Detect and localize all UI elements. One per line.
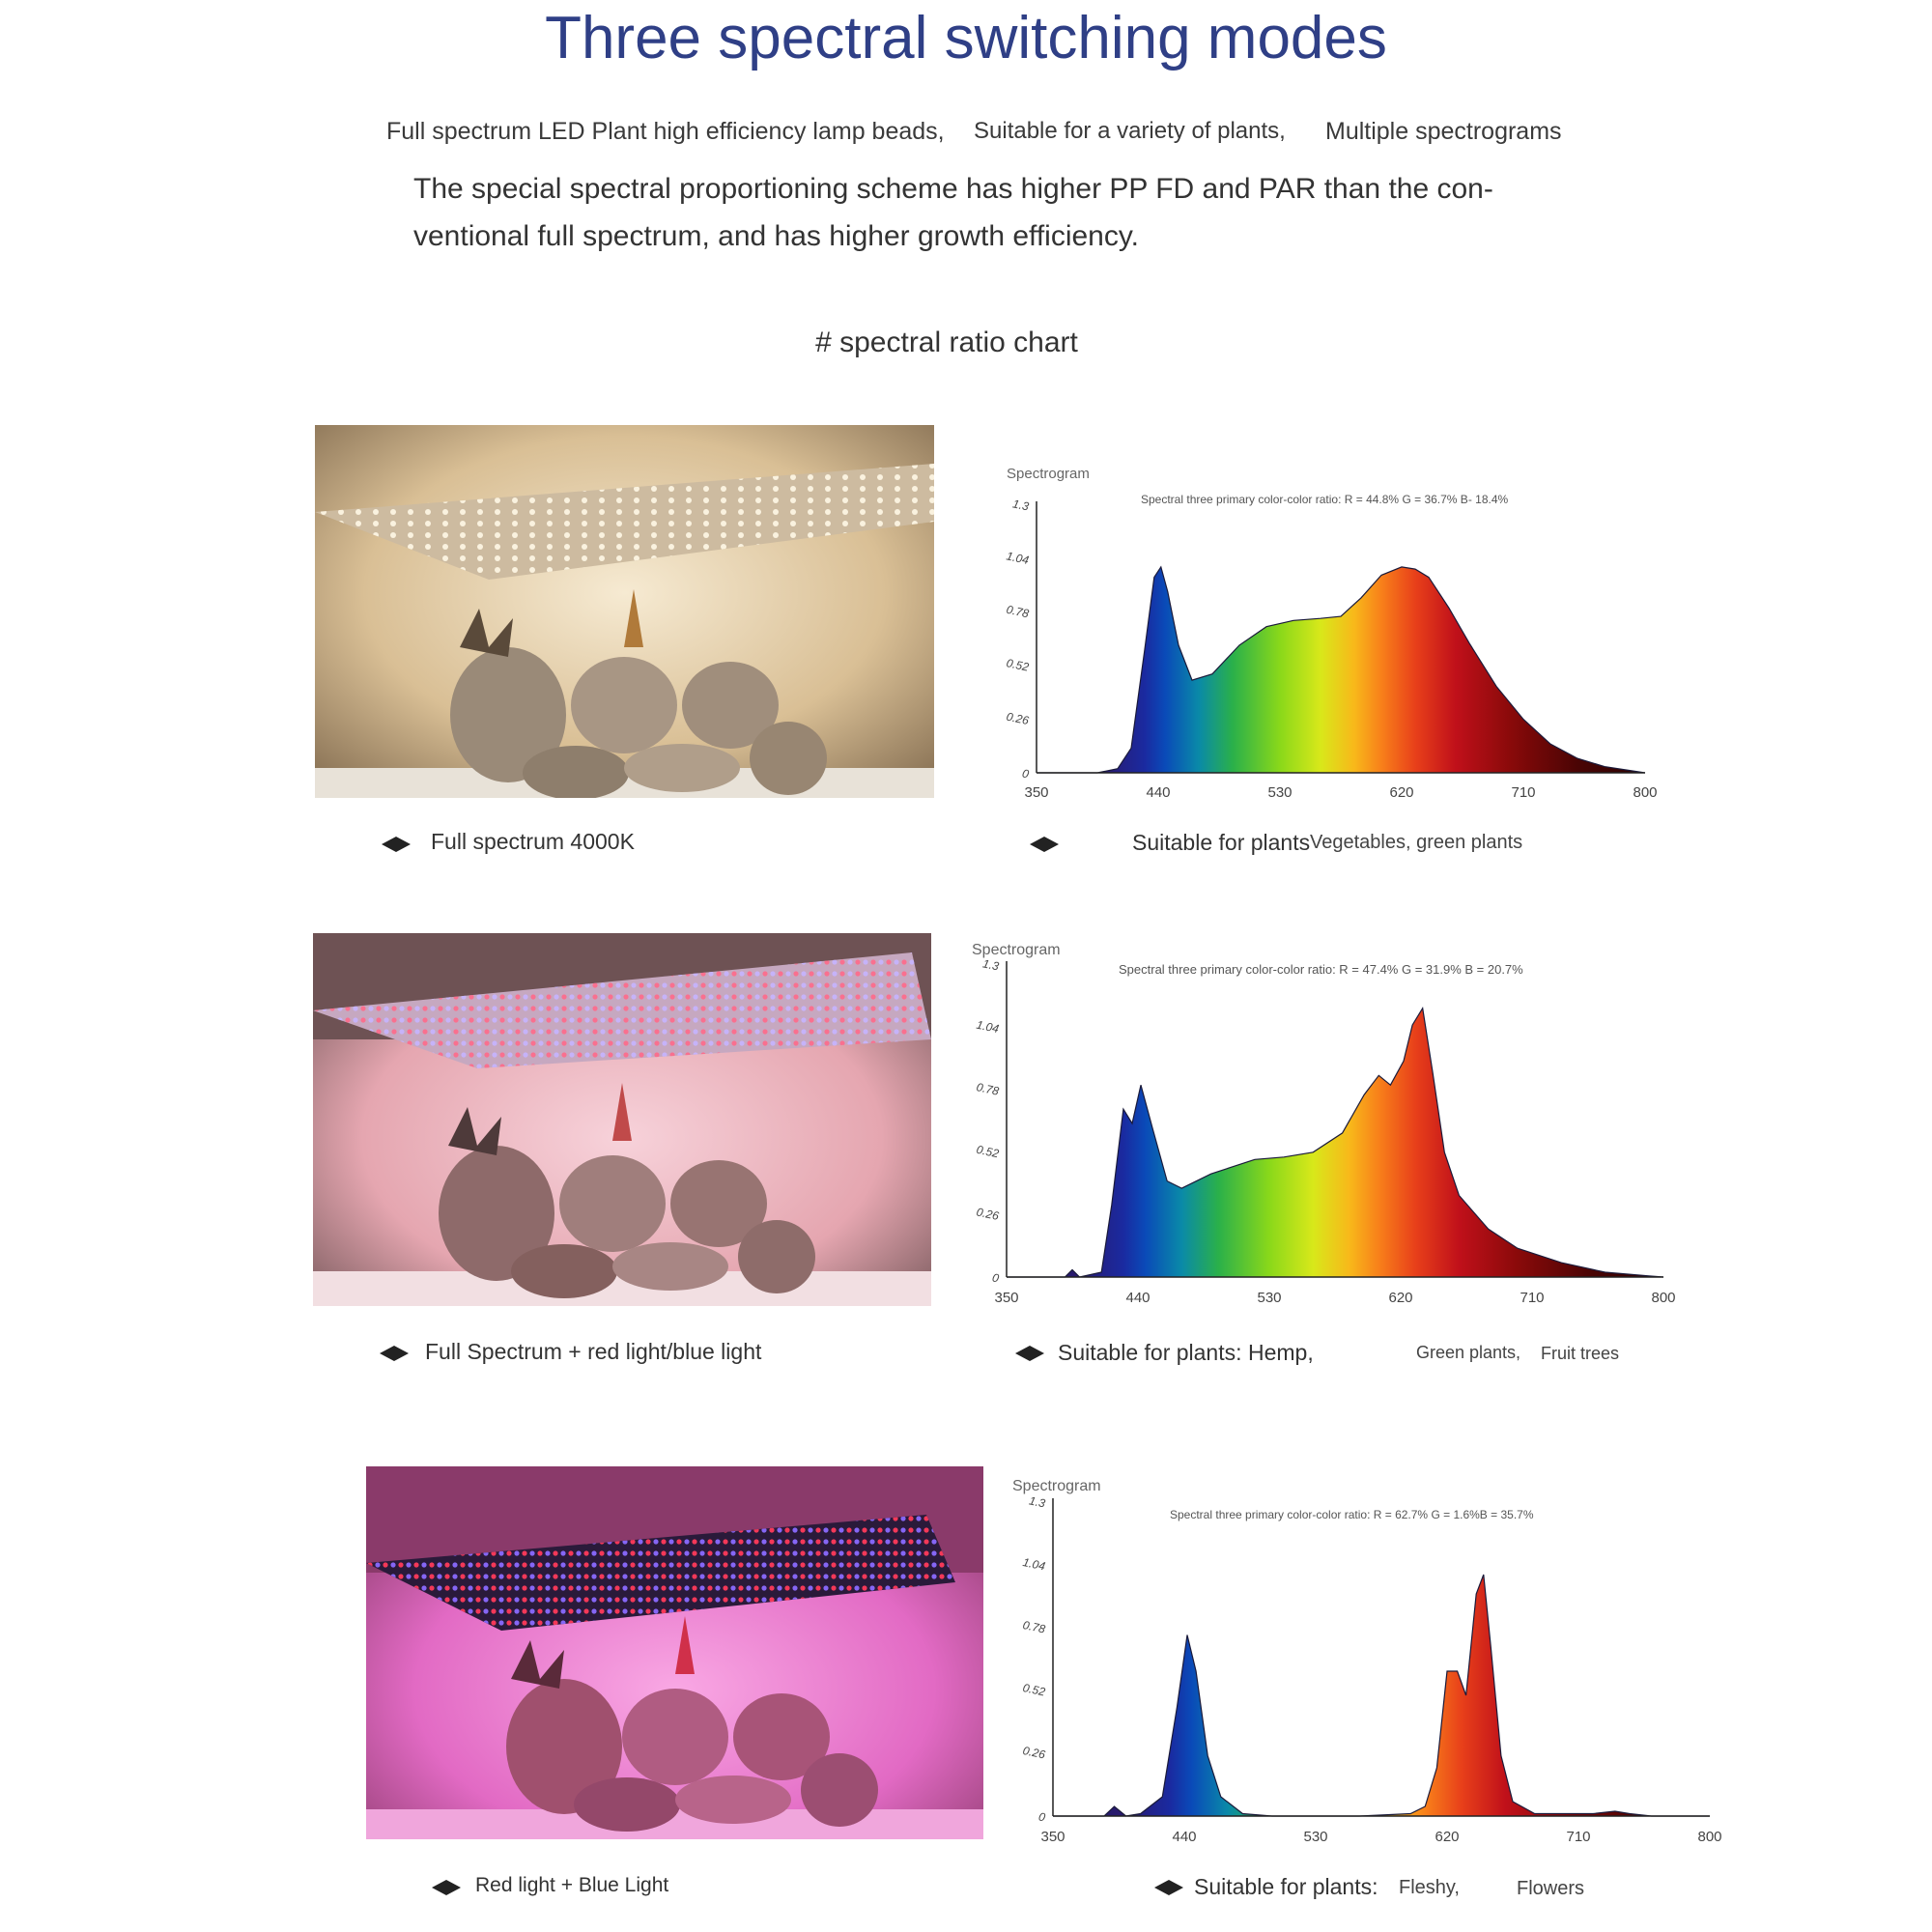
suitable-plants-label: Suitable for plants <box>1132 830 1311 855</box>
y-tick-label: 0.26 <box>975 1205 1001 1223</box>
y-tick-label: 0.26 <box>1021 1743 1047 1762</box>
suitable-plant-flowers: Flowers <box>1517 1878 1585 1899</box>
diamond-bullet-icon <box>432 1880 461 1895</box>
spectrogram-label: Spectrogram <box>972 942 1061 958</box>
y-tick-label: 0 <box>1037 1809 1047 1825</box>
grow-light-photo-red-blue-full <box>313 933 931 1306</box>
y-tick-label: 1.3 <box>981 956 1001 974</box>
x-tick-label: 440 <box>1172 1829 1197 1845</box>
x-tick-label: 710 <box>1566 1829 1591 1845</box>
x-tick-label: 710 <box>1511 784 1536 801</box>
diamond-bullet-icon <box>382 837 411 852</box>
suitable-plant-hemp: Hemp, <box>1248 1340 1314 1365</box>
mode-caption-full-spectrum: Full spectrum 4000K <box>431 829 635 854</box>
x-tick-label: 440 <box>1125 1290 1151 1306</box>
x-tick-label: 350 <box>1024 784 1049 801</box>
subtitle-variety: Suitable for a variety of plants, <box>974 118 1286 144</box>
y-tick-label: 0.52 <box>1005 656 1031 674</box>
y-tick-label: 0.78 <box>975 1080 1001 1098</box>
suitable-plants-list: Vegetables, green plants <box>1310 832 1523 853</box>
description-line-2: ventional full spectrum, and has higher growth efficiency. <box>413 220 1139 252</box>
diamond-bullet-icon <box>380 1346 409 1361</box>
x-tick-label: 530 <box>1257 1290 1282 1306</box>
y-tick-label: 0.52 <box>975 1142 1001 1161</box>
y-tick-label: 1.04 <box>1005 549 1031 567</box>
y-tick-label: 0 <box>1020 766 1031 781</box>
y-tick-label: 1.3 <box>1028 1493 1047 1511</box>
color-ratio-text: Spectral three primary color-color ratio: R = 44.8% G = 36.7% B- 18.4% <box>1141 493 1509 506</box>
x-tick-label: 620 <box>1388 1290 1413 1306</box>
x-tick-label: 710 <box>1520 1290 1545 1306</box>
y-tick-label: 1.04 <box>1021 1554 1047 1574</box>
suitable-plant-fruit-trees: Fruit trees <box>1541 1344 1620 1363</box>
y-tick-label: 1.04 <box>975 1017 1001 1037</box>
y-tick-label: 0.78 <box>1021 1617 1047 1636</box>
spectrum-area <box>1037 567 1645 773</box>
diamond-bullet-icon <box>1154 1880 1183 1895</box>
y-tick-label: 1.3 <box>1011 497 1031 514</box>
grow-light-photo-red-blue <box>366 1466 983 1839</box>
x-tick-label: 350 <box>994 1290 1019 1306</box>
spectrogram-chart-1 <box>995 454 1671 802</box>
y-tick-label: 0.52 <box>1021 1680 1047 1699</box>
spectrum-line <box>1053 1575 1710 1816</box>
x-tick-label: 800 <box>1651 1290 1676 1306</box>
color-ratio-text: Spectral three primary color-color ratio: R = 62.7% G = 1.6%B = 35.7% <box>1170 1508 1534 1521</box>
diamond-bullet-icon <box>1030 837 1059 852</box>
spectrum-area <box>1007 1009 1663 1277</box>
x-tick-label: 800 <box>1633 784 1658 801</box>
mode-caption-red-blue: Red light + Blue Light <box>475 1874 669 1896</box>
page-title: Three spectral switching modes <box>545 5 1387 71</box>
spectrogram-label: Spectrogram <box>1012 1478 1101 1494</box>
color-ratio-text: Spectral three primary color-color ratio: R = 47.4% G = 31.9% B = 20.7% <box>1119 962 1523 977</box>
grow-light-photo-full-spectrum <box>315 425 934 798</box>
suitable-plants-label: Suitable for plants: <box>1058 1340 1242 1365</box>
y-tick-label: 0.26 <box>1005 709 1031 728</box>
x-tick-label: 440 <box>1146 784 1171 801</box>
diamond-bullet-icon <box>1015 1346 1044 1361</box>
x-tick-label: 530 <box>1267 784 1293 801</box>
x-tick-label: 620 <box>1435 1829 1460 1845</box>
suitable-plant-fleshy: Fleshy, <box>1399 1877 1460 1898</box>
subtitle-spectrograms: Multiple spectrograms <box>1325 118 1562 145</box>
x-tick-label: 530 <box>1303 1829 1328 1845</box>
spectrogram-label: Spectrogram <box>1007 466 1090 482</box>
chart-heading: # spectral ratio chart <box>815 327 1078 358</box>
spectrogram-chart-2 <box>964 942 1698 1309</box>
x-tick-label: 800 <box>1697 1829 1722 1845</box>
mode-caption-red-blue-full: Full Spectrum + red light/blue light <box>425 1339 762 1364</box>
spectrum-area <box>1053 1575 1710 1816</box>
x-tick-label: 350 <box>1040 1829 1065 1845</box>
subtitle-lamp-beads: Full spectrum LED Plant high efficiency lamp beads, <box>386 118 945 145</box>
spectrogram-chart-3 <box>1005 1478 1739 1845</box>
description-line-1: The special spectral proportioning scheme has higher PP FD and PAR than the con- <box>413 173 1493 205</box>
y-tick-label: 0.78 <box>1005 602 1031 621</box>
suitable-plant-green: Green plants, <box>1416 1343 1521 1362</box>
suitable-plants-label: Suitable for plants: <box>1194 1874 1378 1899</box>
x-tick-label: 620 <box>1389 784 1414 801</box>
y-tick-label: 0 <box>990 1270 1001 1286</box>
